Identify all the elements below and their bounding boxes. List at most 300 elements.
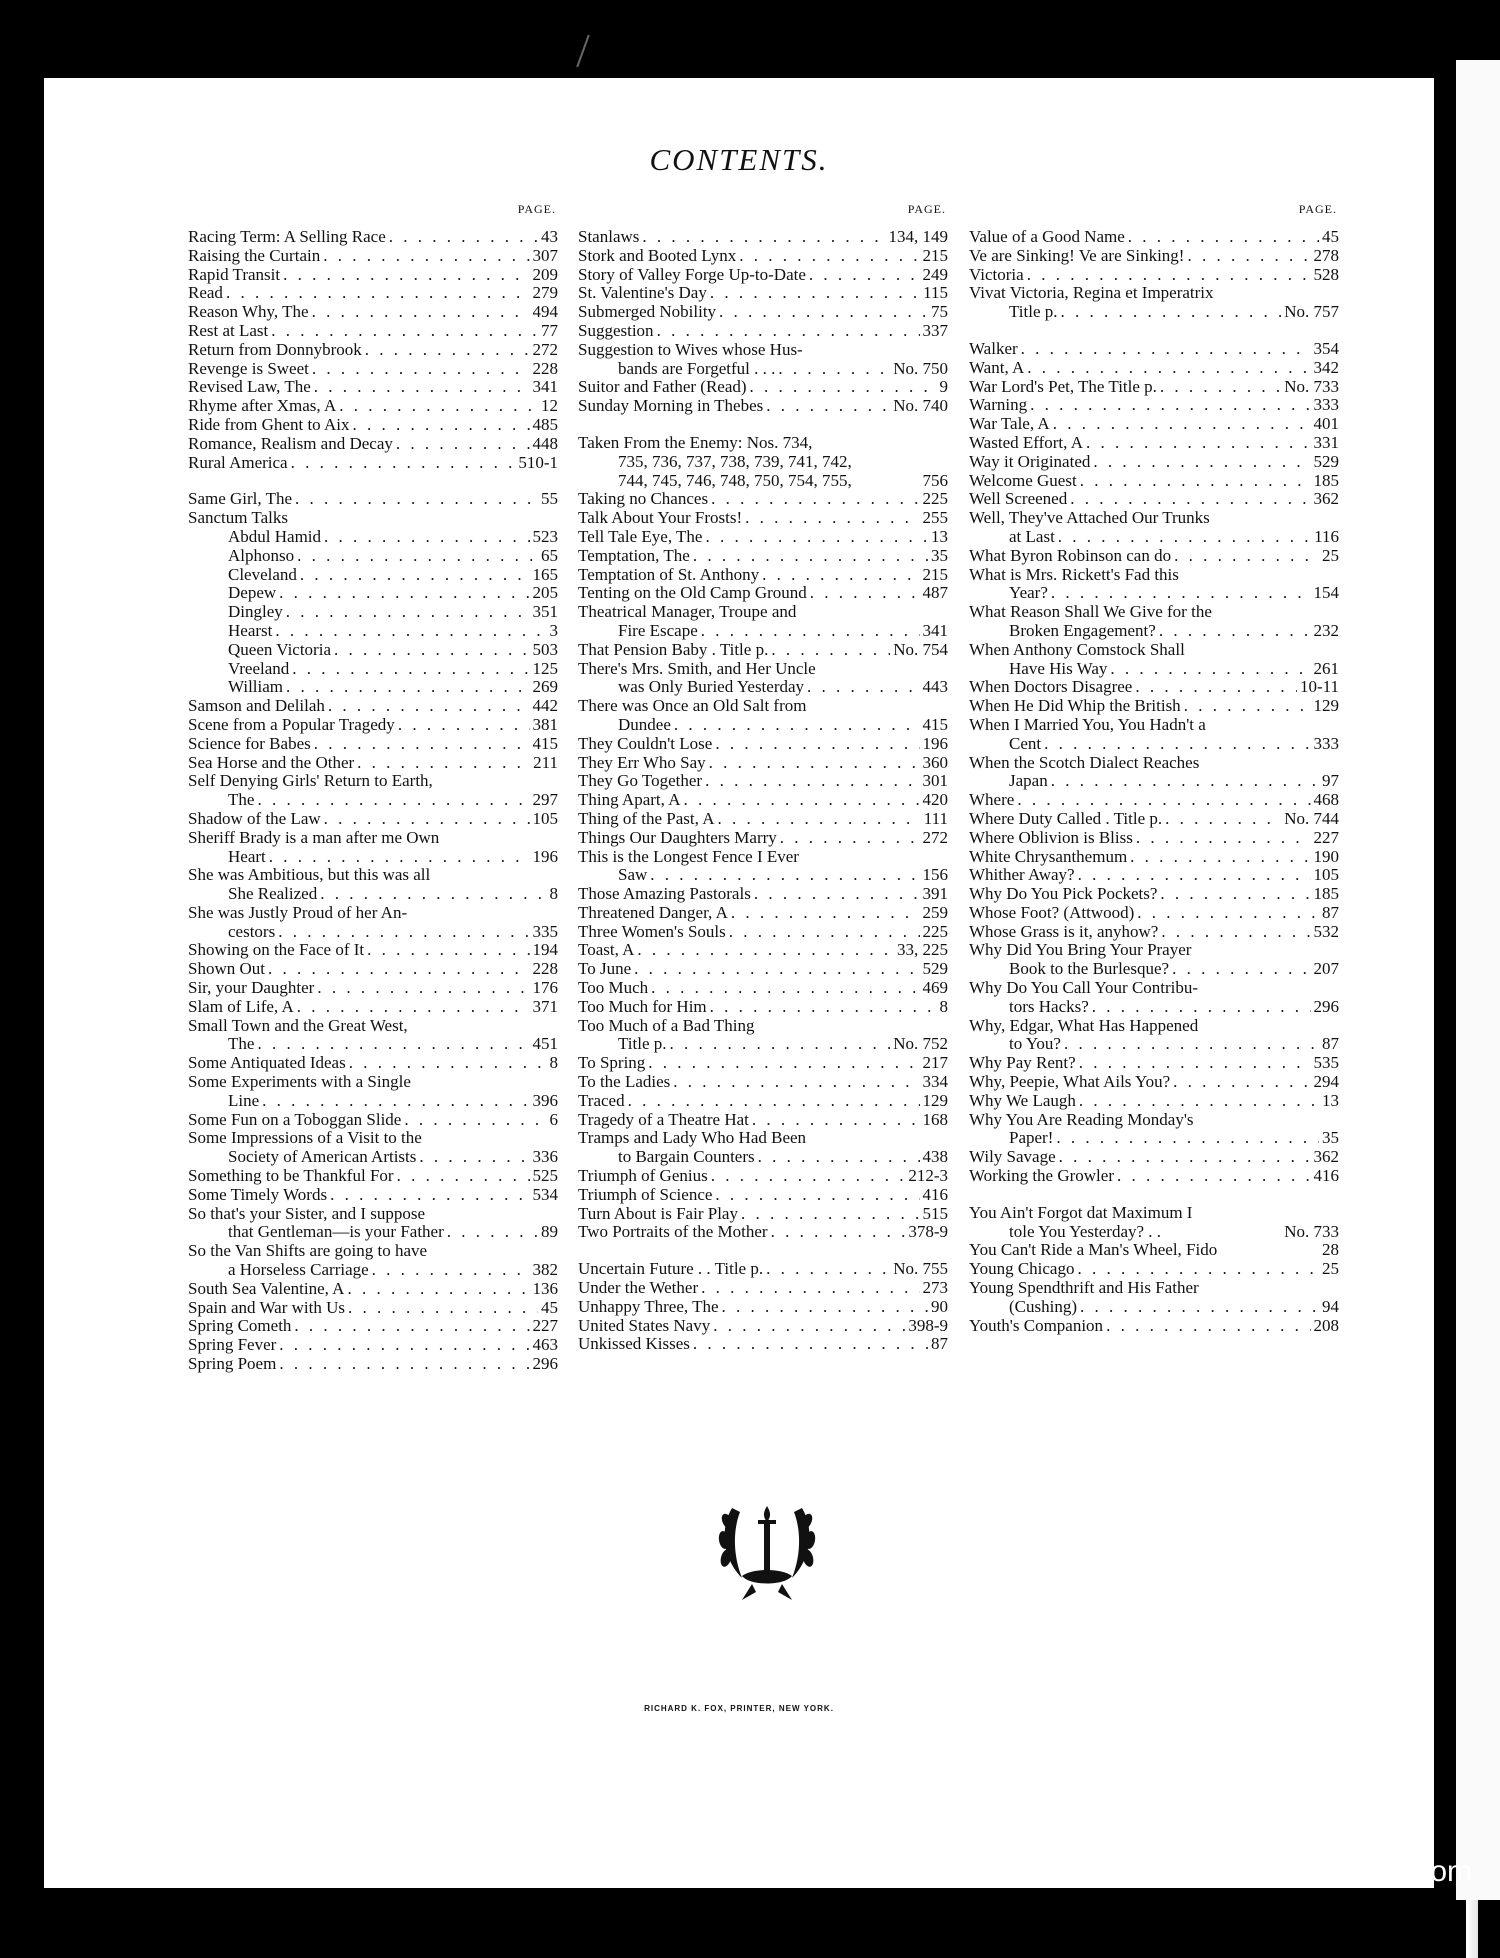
dot-leader (396, 435, 530, 454)
entry-title: Where Oblivion is Bliss (969, 827, 1133, 847)
dot-leader (349, 1054, 547, 1073)
entry-page-number: 398-9 (908, 1315, 948, 1335)
dot-leader (634, 960, 919, 979)
entry-page-number: 341 (922, 620, 948, 640)
dot-leader (1078, 866, 1311, 885)
contents-entry (188, 998, 558, 1017)
dot-leader (1061, 303, 1282, 322)
entry-page-number: 105 (532, 808, 558, 828)
dot-leader (300, 566, 530, 585)
entry-title: William (228, 677, 284, 697)
dot-leader (717, 810, 920, 829)
entry-page-number: 45 (541, 1297, 558, 1317)
entry-page-number: 534 (532, 1184, 558, 1204)
entry-title: Value of a Good Name (969, 227, 1125, 246)
entry-title: Return from Donnybrook (188, 339, 362, 359)
dot-leader (1053, 415, 1311, 434)
entry-page-number: 261 (1313, 658, 1339, 678)
entry-title: To the Ladies (578, 1072, 671, 1092)
entry-page-number: 9 (939, 377, 948, 397)
entry-title: Rest at Last (188, 320, 269, 340)
entry-page-number: 463 (532, 1335, 558, 1355)
dot-leader (1165, 810, 1281, 829)
entry-title: Suggestion (578, 320, 654, 340)
contents-entry (969, 998, 1339, 1017)
entry-page-number: 205 (532, 583, 558, 603)
contents-entry (969, 735, 1339, 754)
entry-title: Ride from Ghent to Aix (188, 414, 350, 434)
dot-leader (1174, 547, 1319, 566)
scan-scratch-mark (576, 35, 590, 68)
contents-entry (969, 1167, 1339, 1186)
contents-entry (188, 960, 558, 979)
dot-leader (314, 378, 530, 397)
entry-page-number: 438 (922, 1147, 948, 1167)
dot-leader (701, 622, 920, 641)
entry-title: Sheriff Brady is a man after me Own (188, 827, 440, 847)
dot-leader (1161, 923, 1310, 942)
section-gap (578, 416, 948, 434)
entry-page-number: No. 733 (1284, 376, 1339, 396)
contents-entry (969, 584, 1339, 603)
entry-title: Why Do You Call Your Contribu- (969, 978, 1199, 998)
entry-page-number: 225 (922, 921, 948, 941)
contents-entry (969, 829, 1339, 848)
dot-leader (722, 1298, 928, 1317)
entry-page-number: 125 (532, 658, 558, 678)
contents-entry (578, 754, 948, 773)
entry-title: Science for Babes (188, 733, 311, 753)
entry-title: Taken From the Enemy: Nos. 734, (578, 432, 813, 452)
entry-title: Things Our Daughters Marry (578, 827, 777, 847)
entry-title: Tenting on the Old Camp Ground (578, 583, 807, 603)
entry-title: Why Pay Rent? (969, 1053, 1076, 1073)
entry-title: Slam of Life, A (188, 996, 294, 1016)
entry-title: Paper! (1009, 1128, 1054, 1148)
entry-title: Vreeland (228, 658, 290, 678)
entry-title: Whose Foot? (Attwood) (969, 902, 1135, 922)
entry-title: Unkissed Kisses (578, 1334, 690, 1354)
entry-title: Want, A (969, 357, 1025, 377)
contents-entry (969, 228, 1339, 247)
contents-entry (188, 772, 558, 791)
dot-leader (1110, 660, 1310, 679)
contents-entry (578, 247, 948, 266)
entry-page-number: 33, 225 (897, 940, 948, 960)
entry-page-number: 75 (931, 302, 948, 322)
torch-wreath-emblem (712, 1488, 822, 1608)
contents-entry (578, 829, 948, 848)
contents-entry (188, 266, 558, 285)
contents-entry (578, 678, 948, 697)
entry-page-number: 94 (1322, 1296, 1339, 1316)
entry-title: Rural America (188, 452, 288, 472)
entry-page-number: 523 (532, 526, 558, 546)
contents-entry (969, 340, 1339, 359)
contents-entry (578, 735, 948, 754)
contents-entry (578, 322, 948, 341)
entry-title: Rhyme after Xmas, A (188, 396, 337, 416)
contents-entry (969, 1298, 1339, 1317)
entry-page-number: 420 (922, 790, 948, 810)
entry-page-number: 451 (532, 1034, 558, 1054)
entry-page-number: 12 (541, 396, 558, 416)
contents-entry (969, 566, 1339, 585)
entry-title: Some Antiquated Ideas (188, 1053, 346, 1073)
dot-leader (1077, 1260, 1319, 1279)
dot-leader (279, 584, 529, 603)
entry-title: Too Much of a Bad Thing (578, 1015, 755, 1035)
contents-entry (969, 509, 1339, 528)
entry-title: Wily Savage (969, 1147, 1056, 1167)
entry-page-number: 333 (1313, 395, 1339, 415)
entry-title: Welcome Guest (969, 470, 1077, 490)
entry-page-number: 307 (532, 245, 558, 265)
dot-leader (648, 1054, 919, 1073)
contents-entry (578, 904, 948, 923)
contents-entry (969, 603, 1339, 622)
book-gutter (1434, 70, 1456, 1900)
entry-page-number: 487 (922, 583, 948, 603)
entry-page-number: No. 740 (893, 396, 948, 416)
entry-title: Revenge is Sweet (188, 358, 309, 378)
contents-entry (188, 490, 558, 509)
contents-entry (578, 228, 948, 247)
contents-entry (188, 1186, 558, 1205)
entry-page-number: 154 (1313, 583, 1339, 603)
contents-entry (578, 1335, 948, 1354)
dot-leader (1080, 472, 1311, 491)
contents-entry (969, 941, 1339, 960)
dot-leader (719, 303, 928, 322)
entry-title: Young Chicago (969, 1259, 1075, 1279)
dot-leader (1160, 885, 1310, 904)
contents-entry (578, 1111, 948, 1130)
contents-entry (188, 1035, 558, 1054)
contents-entry (969, 1054, 1339, 1073)
entry-page-number: 525 (532, 1166, 558, 1186)
dot-leader (741, 1205, 920, 1224)
entry-title: United States Navy (578, 1315, 711, 1335)
printer-credit: RICHARD K. FOX, PRINTER, NEW YORK. (644, 1704, 834, 1713)
contents-entry (188, 1336, 558, 1355)
entry-title: Broken Engagement? (1009, 620, 1156, 640)
contents-entry (188, 923, 558, 942)
contents-entry (969, 1204, 1339, 1223)
entry-title: South Sea Valentine, A (188, 1278, 345, 1298)
entry-title: There's Mrs. Smith, and Her Uncle (578, 658, 816, 678)
contents-entry (969, 923, 1339, 942)
contents-entry (969, 547, 1339, 566)
contents-entry (969, 359, 1339, 378)
dot-leader (279, 1336, 529, 1355)
dot-leader (372, 1261, 530, 1280)
contents-entry (188, 1205, 558, 1224)
contents-entry (188, 454, 558, 473)
entry-title: Story of Valley Forge Up-to-Date (578, 264, 806, 284)
dot-leader (674, 716, 920, 735)
entry-page-number: 211 (533, 752, 558, 772)
entry-title: Dingley (228, 602, 283, 622)
entry-title: They Go Together (578, 771, 703, 791)
contents-entry (188, 641, 558, 660)
contents-entry (188, 885, 558, 904)
entry-page-number: 129 (922, 1090, 948, 1110)
entry-title: Threatened Danger, A (578, 902, 728, 922)
dot-leader (739, 247, 919, 266)
entry-page-number: 341 (532, 377, 558, 397)
entry-title: She was Justly Proud of her An- (188, 902, 408, 922)
dot-leader (711, 490, 919, 509)
entry-title: Tell Tale Eye, The (578, 526, 703, 546)
entry-title: Turn About is Fair Play (578, 1203, 738, 1223)
entry-page-number: 87 (1322, 1034, 1339, 1054)
page-column-header: PAGE. (907, 202, 946, 216)
contents-entry (578, 584, 948, 603)
entry-page-number: 129 (1313, 696, 1339, 716)
contents-entry (188, 1111, 558, 1130)
entry-page-number: 415 (922, 714, 948, 734)
dot-leader (286, 678, 529, 697)
contents-entry (188, 1317, 558, 1336)
dot-leader (257, 1035, 529, 1054)
contents-entry (188, 1261, 558, 1280)
entry-title: Well Screened (969, 489, 1068, 509)
dot-leader (1064, 1035, 1319, 1054)
dot-leader (1051, 584, 1311, 603)
contents-entry (969, 622, 1339, 641)
entry-title: Rapid Transit (188, 264, 281, 284)
contents-entry (578, 490, 948, 509)
dot-leader (750, 378, 937, 397)
contents-entry (969, 1223, 1339, 1242)
entry-page-number: 360 (922, 752, 948, 772)
entry-title: Three Women's Souls (578, 921, 726, 941)
dot-leader (348, 1299, 538, 1318)
dot-leader (324, 528, 529, 547)
entry-page-number: 209 (532, 264, 558, 284)
contents-entry (578, 1260, 948, 1279)
entry-page-number: 342 (1313, 357, 1339, 377)
dot-leader (650, 866, 919, 885)
entry-page-number: No. 733 (1284, 1221, 1339, 1241)
contents-column-3 (969, 202, 1339, 1335)
entry-page-number: 371 (532, 996, 558, 1016)
entry-page-number: 272 (532, 339, 558, 359)
entry-title: Toast, A (578, 940, 635, 960)
dot-leader (257, 791, 529, 810)
entry-page-number: 97 (1322, 771, 1339, 791)
contents-entry (578, 772, 948, 791)
entry-title: Suitor and Father (Read) (578, 377, 747, 397)
contents-entry (188, 697, 558, 716)
entry-page-number: 273 (922, 1278, 948, 1298)
contents-entry (969, 1241, 1339, 1260)
entry-title: Where (969, 790, 1015, 810)
entry-page-number: 134, 149 (888, 227, 948, 246)
entry-page-number: 165 (532, 564, 558, 584)
contents-entry (969, 434, 1339, 453)
entry-page-number: 382 (532, 1260, 558, 1280)
entry-page-number: 87 (1322, 902, 1339, 922)
entry-page-number: 115 (923, 283, 948, 303)
contents-entry (969, 378, 1339, 397)
entry-title: Self Denying Girls' Return to Earth, (188, 771, 433, 791)
dot-leader (324, 810, 530, 829)
contents-entry (969, 1073, 1339, 1092)
entry-title: Tramps and Lady Who Had Been (578, 1128, 807, 1148)
contents-entry (578, 1298, 948, 1317)
entry-title: Why Did You Bring Your Prayer (969, 940, 1192, 960)
dot-leader (637, 941, 894, 960)
entry-page-number: 13 (931, 526, 948, 546)
entry-title: War Lord's Pet, The Title p. (969, 376, 1157, 396)
entry-page-number: 90 (931, 1296, 948, 1316)
entry-title: So that's your Sister, and I suppose (188, 1203, 426, 1223)
entry-title: at Last (1009, 526, 1055, 546)
dot-leader (705, 772, 919, 791)
contents-entry (188, 1299, 558, 1318)
dot-leader (268, 960, 530, 979)
entry-page-number: 448 (532, 433, 558, 453)
contents-entry (578, 848, 948, 867)
entry-page-number: 215 (922, 564, 948, 584)
dot-leader (705, 528, 928, 547)
entry-page-number: 272 (922, 827, 948, 847)
dot-leader (758, 1148, 920, 1167)
entry-page-number: 528 (1313, 264, 1339, 284)
contents-entry (188, 941, 558, 960)
entry-page-number: 535 (1313, 1053, 1339, 1073)
contents-entry (578, 360, 948, 379)
dot-leader (317, 979, 529, 998)
contents-entry (578, 979, 948, 998)
dot-leader (762, 566, 919, 585)
entry-title: Revised Law, The (188, 377, 311, 397)
contents-entry (969, 284, 1339, 303)
entry-title: Depew (228, 583, 277, 603)
contents-entry (969, 453, 1339, 472)
entry-title: Have His Way (1009, 658, 1108, 678)
dot-leader (710, 998, 937, 1017)
entry-page-number: 278 (1313, 245, 1339, 265)
dot-leader (771, 1223, 906, 1242)
entry-title: Under the Wether (578, 1278, 699, 1298)
dot-leader (297, 547, 538, 566)
entry-title: Vivat Victoria, Regina et Imperatrix (969, 283, 1214, 303)
contents-entry (188, 1129, 558, 1148)
entry-title: Spring Poem (188, 1354, 277, 1374)
contents-column-1 (188, 202, 558, 1374)
entry-title: (Cushing) (1009, 1296, 1077, 1316)
entry-title: What is Mrs. Rickett's Fad this (969, 564, 1179, 584)
dot-leader (1187, 247, 1310, 266)
entry-page-number: 469 (922, 978, 948, 998)
contents-entry (188, 378, 558, 397)
entry-page-number: 362 (1313, 489, 1339, 509)
contents-entry (578, 660, 948, 679)
contents-entry (578, 923, 948, 942)
entry-page-number: 3 (549, 620, 558, 640)
entry-page-number: 8 (549, 884, 558, 904)
entry-title: Title p. (1009, 302, 1058, 322)
entry-page-number: 196 (532, 846, 558, 866)
dot-leader (295, 490, 538, 509)
entry-page-number: 279 (532, 283, 558, 303)
entry-title: Whose Grass is it, anyhow? (969, 921, 1159, 941)
entry-title: To Spring (578, 1053, 646, 1073)
contents-entry (969, 660, 1339, 679)
contents-entry (969, 1260, 1339, 1279)
dot-leader (312, 360, 530, 379)
dot-leader (1172, 960, 1310, 979)
dot-leader (294, 1317, 529, 1336)
entry-title: to You? (1009, 1034, 1061, 1054)
entry-title: Society of American Artists (228, 1147, 417, 1167)
contents-entry (578, 791, 948, 810)
entry-title: Taking no Chances (578, 489, 709, 509)
entry-title: Reason Why, The (188, 302, 309, 322)
dot-leader (715, 735, 919, 754)
contents-entry (578, 810, 948, 829)
dot-leader (334, 641, 530, 660)
entry-title: Some Impressions of a Visit to the (188, 1128, 422, 1148)
entry-title: Young Spendthrift and His Father (969, 1278, 1199, 1298)
entry-title: Some Timely Words (188, 1184, 328, 1204)
contents-entry (578, 397, 948, 416)
dot-leader (745, 509, 919, 528)
contents-entry (969, 528, 1339, 547)
entry-page-number: No. 750 (893, 358, 948, 378)
dot-leader (1021, 340, 1311, 359)
contents-entry (578, 1129, 948, 1148)
entry-title: Line (228, 1090, 260, 1110)
entry-title: Warning (969, 395, 1028, 415)
contents-entry (578, 1035, 948, 1054)
dot-leader (320, 885, 546, 904)
contents-entry (578, 434, 948, 453)
entry-title: This is the Longest Fence I Ever (578, 846, 799, 866)
page-column-header: PAGE. (517, 202, 556, 216)
dot-leader (365, 341, 530, 360)
entry-page-number: 6 (549, 1109, 558, 1129)
entry-title: Those Amazing Pastorals (578, 884, 751, 904)
entry-page-number: No. 754 (893, 639, 948, 659)
dot-leader (670, 1035, 891, 1054)
entry-title: Queen Victoria (228, 639, 331, 659)
entry-page-number: 391 (922, 884, 948, 904)
entry-title: Suggestion to Wives whose Hus- (578, 339, 803, 359)
contents-entry (578, 960, 948, 979)
dot-leader (278, 923, 529, 942)
entry-title: that Gentleman—is your Father (228, 1222, 444, 1242)
entry-page-number: 196 (922, 733, 948, 753)
contents-entry (969, 960, 1339, 979)
contents-entry (188, 547, 558, 566)
entry-page-number: 228 (532, 959, 558, 979)
dot-leader (1079, 1054, 1311, 1073)
dot-leader (330, 1186, 529, 1205)
section-gap (969, 322, 1339, 340)
dot-leader (1136, 829, 1311, 848)
dot-leader (1079, 1092, 1319, 1111)
dot-leader (710, 284, 920, 303)
contents-entry (188, 810, 558, 829)
entry-title: to Bargain Counters (618, 1147, 755, 1167)
dot-leader (771, 641, 890, 660)
contents-entry (188, 660, 558, 679)
entry-title: Victoria (969, 264, 1024, 284)
